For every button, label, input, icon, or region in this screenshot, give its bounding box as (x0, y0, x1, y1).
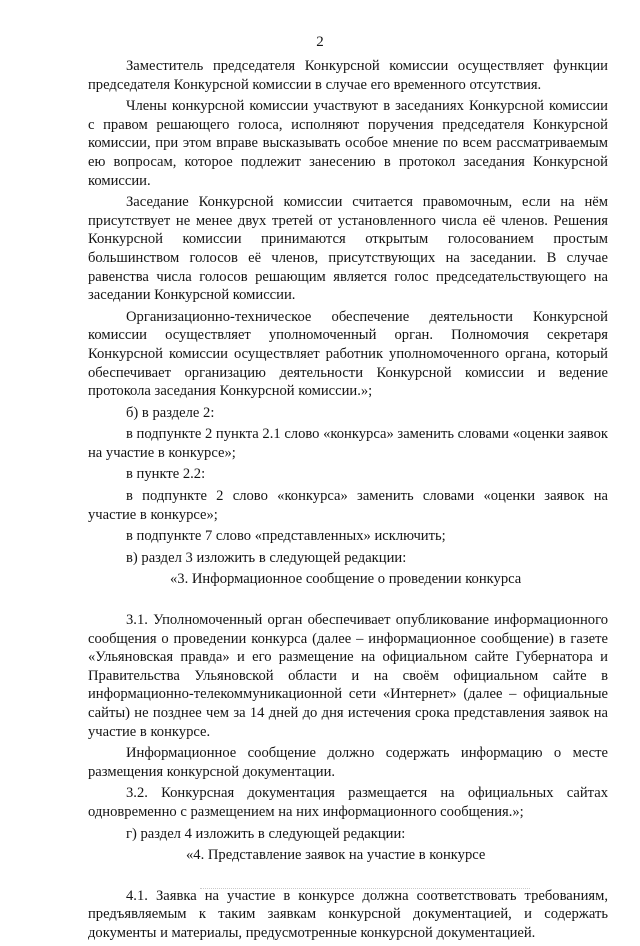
paragraph: в подпункте 2 слово «конкурса» заменить словами «оценки заявок на участие в конкурсе»; (88, 488, 608, 523)
paragraph: в подпункте 7 слово «представленных» исключить; (126, 528, 446, 545)
section-4-heading: «4. Представление заявок на участие в конкурсе (186, 847, 486, 864)
paragraph: 3.1. Уполномоченный орган обеспечивает опубликование информационного сообщения о проведении конкурса (далее – информационное сообщение) в газете «Ульяновская правда» и его размещение на официальном сайте Губернатора и Правительства Ульяновской области и на своём официальном сайте в информационно-телекоммуникационной сети «Интернет» (далее – официальные сайты) не позднее чем за 14 дней до дня истечения срока представления заявок на участие в конкурсе. (88, 612, 608, 740)
paragraph: Заместитель председателя Конкурсной комиссии осуществляет функции председателя Конкурсной комиссии в случае его временного отсутствия. (88, 58, 608, 93)
document-body (88, 57, 608, 946)
paragraph: в пункте 2.2: (126, 466, 206, 483)
paragraph: Организационно-техническое обеспечение деятельности Конкурсной комиссии осуществляет уполномоченный орган. Полномочия секретаря Конкурсной комиссии осуществляет работник уполномоченного органа, который обеспечивает организацию деятельности Конкурсной комиссии и ведение протокола заседания Конкурсной комиссии.»; (88, 308, 608, 400)
paragraph: в) раздел 3 изложить в следующей редакции: (126, 549, 407, 566)
page-number: 2 (316, 34, 324, 50)
paragraph: в подпункте 2 пункта 2.1 слово «конкурса» заменить словами «оценки заявок на участие в конкурсе»; (88, 426, 608, 461)
paragraph: Информационное сообщение должно содержать информацию о месте размещения конкурсной документации. (88, 745, 608, 780)
paragraph: б) в разделе 2: (126, 404, 215, 421)
paragraph: Члены конкурсной комиссии участвуют в заседаниях Конкурсной комиссии с правом решающего голоса, исполняют поручения председателя Конкурсной комиссии, при этом вправе высказывать особое мнение по всем рассматриваемым ею вопросам, которое подлежит занесению в протокол заседания Конкурсной комиссии. (88, 98, 608, 189)
scan-artifact-line (200, 888, 530, 891)
paragraph: г) раздел 4 изложить в следующей редакции: (126, 825, 406, 842)
paragraph: Заседание Конкурсной комиссии считается правомочным, если на нём присутствует не менее двух третей от установленного числа её членов. Решения Конкурсной комиссии принимаются открытым голосованием простым большинством голосов её членов, присутствующих на заседании. В случае равенства числа голосов решающим является голос председательствующего на заседании Конкурсной комиссии. (88, 194, 608, 304)
paragraph: 3.2. Конкурсная документация размещается на официальных сайтах одновременно с размещением на них информационного сообщения.»; (88, 785, 608, 820)
section-3-heading: «3. Информационное сообщение о проведении конкурса (170, 571, 522, 588)
paragraph: 4.1. Заявка на участие в конкурсе должна соответствовать требованиям, предъявляемым к таким заявкам конкурсной документацией, и содержать документы и материалы, предусмотренные конкурсной документацией. (88, 887, 608, 941)
